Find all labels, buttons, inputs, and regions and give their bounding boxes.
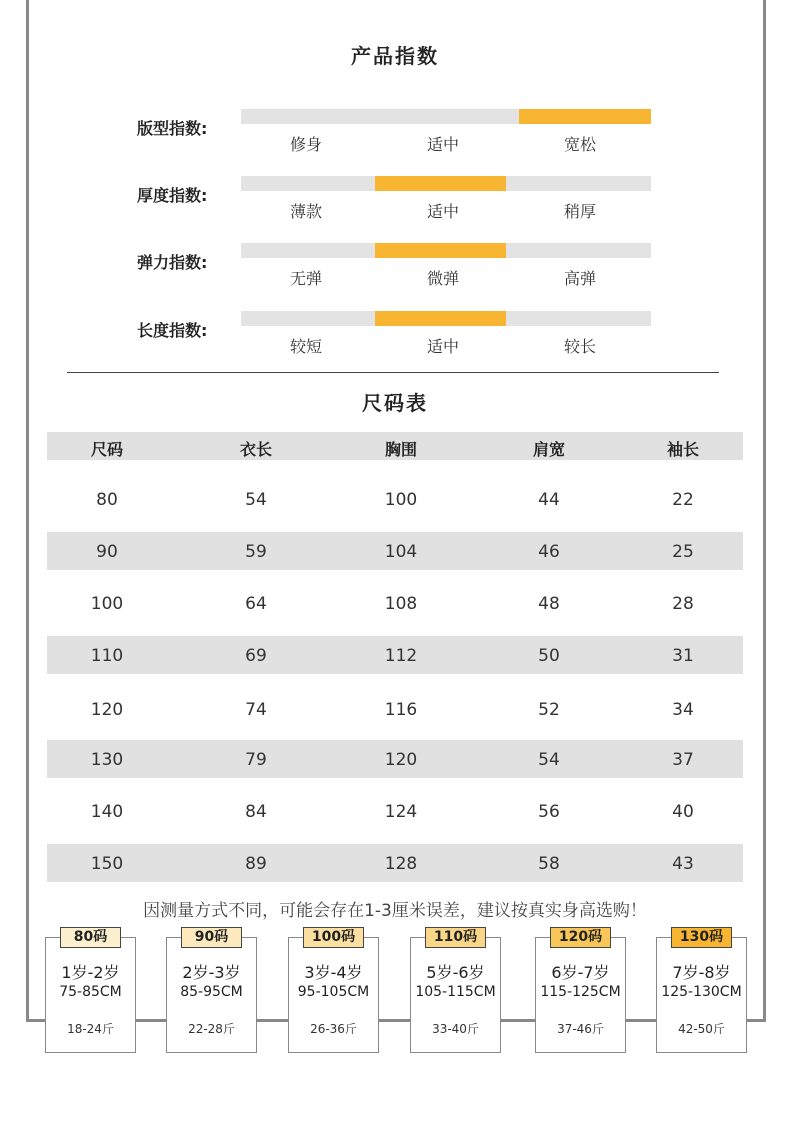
- table-header-cell: 袖长: [666, 440, 699, 459]
- table-row: [47, 844, 743, 882]
- frame-border-right: [763, 0, 766, 1022]
- age-range: 7岁-8岁: [672, 963, 731, 982]
- size-tag: 130码: [671, 927, 732, 948]
- index-option: 宽松: [563, 135, 596, 154]
- table-cell: 44: [538, 490, 560, 510]
- size-card: [535, 929, 626, 1053]
- index-option: 较短: [289, 337, 322, 356]
- size-card: [288, 929, 379, 1053]
- table-header-row: [47, 432, 743, 460]
- weight-range: 26-36斤: [310, 1022, 357, 1036]
- table-cell: 31: [672, 646, 694, 666]
- index-option: 高弹: [563, 269, 596, 288]
- table-header-cell: 肩宽: [532, 440, 565, 459]
- table-cell: 130: [90, 750, 124, 770]
- index-option: 无弹: [289, 269, 322, 288]
- table-cell: 28: [672, 594, 694, 614]
- index-track: [241, 311, 651, 326]
- table-cell: 140: [90, 802, 124, 822]
- height-range: 115-125CM: [540, 984, 621, 1000]
- size-tag: 110码: [425, 927, 486, 948]
- table-cell: 58: [538, 854, 560, 874]
- table-header-cell: 衣长: [239, 440, 272, 459]
- table-cell: 104: [384, 542, 418, 562]
- table-cell: 112: [384, 646, 418, 666]
- table-cell: 128: [384, 854, 418, 874]
- table-cell: 52: [538, 700, 560, 720]
- table-cell: 74: [245, 700, 267, 720]
- weight-range: 33-40斤: [432, 1022, 479, 1036]
- table-cell: 43: [672, 854, 694, 874]
- table-cell: 84: [245, 802, 267, 822]
- index-option: 较长: [563, 337, 596, 356]
- weight-range: 37-46斤: [557, 1022, 604, 1036]
- table-cell: 108: [384, 594, 418, 614]
- weight-range: 42-50斤: [678, 1022, 725, 1036]
- table-cell: 37: [672, 750, 694, 770]
- table-cell: 69: [245, 646, 267, 666]
- index-option: 适中: [426, 135, 459, 154]
- table-row: [47, 636, 743, 674]
- table-row: [47, 778, 743, 844]
- height-range: 75-85CM: [59, 984, 122, 1000]
- table-row: [47, 570, 743, 636]
- age-range: 3岁-4岁: [304, 963, 363, 982]
- index-level-indicator: [375, 243, 506, 258]
- size-card: [656, 929, 747, 1053]
- size-chart-title: 尺码表: [362, 391, 428, 415]
- index-track: [241, 176, 651, 191]
- index-option: 微弹: [426, 269, 459, 288]
- index-option: 适中: [426, 202, 459, 221]
- table-header-cell: 胸围: [384, 440, 417, 459]
- frame-border-bottom: [26, 1019, 766, 1022]
- table-cell: 54: [245, 490, 267, 510]
- table-cell: 48: [538, 594, 560, 614]
- table-cell: 54: [538, 750, 560, 770]
- index-option: 薄款: [289, 202, 322, 221]
- index-level-indicator: [375, 311, 506, 326]
- table-header-cell: 尺码: [90, 440, 123, 459]
- product-index-title: 产品指数: [351, 44, 439, 68]
- table-cell: 59: [245, 542, 267, 562]
- index-label: 弹力指数:: [137, 253, 208, 272]
- table-cell: 34: [672, 700, 694, 720]
- measurement-note: 因测量方式不同，可能会存在1-3厘米误差，建议按真实身高选购！: [143, 901, 647, 921]
- index-label: 厚度指数:: [137, 186, 208, 205]
- table-cell: 64: [245, 594, 267, 614]
- table-cell: 80: [96, 490, 118, 510]
- table-cell: 150: [90, 854, 124, 874]
- table-cell: 90: [96, 542, 118, 562]
- size-tag: 90码: [181, 927, 242, 948]
- weight-range: 22-28斤: [188, 1022, 235, 1036]
- height-range: 105-115CM: [415, 984, 496, 1000]
- index-label: 长度指数:: [137, 321, 208, 340]
- table-cell: 79: [245, 750, 267, 770]
- table-cell: 120: [384, 750, 418, 770]
- table-cell: 124: [384, 802, 418, 822]
- table-cell: 116: [384, 700, 418, 720]
- table-cell: 100: [90, 594, 124, 614]
- index-option: 修身: [289, 135, 322, 154]
- table-row: [47, 674, 743, 740]
- table-row: [47, 740, 743, 778]
- table-cell: 89: [245, 854, 267, 874]
- weight-range: 18-24斤: [67, 1022, 114, 1036]
- table-row: [47, 460, 743, 532]
- index-track: [241, 109, 651, 124]
- table-row: [47, 532, 743, 570]
- table-cell: 25: [672, 542, 694, 562]
- table-cell: 56: [538, 802, 560, 822]
- index-level-indicator: [519, 109, 651, 124]
- size-card: [45, 929, 136, 1053]
- section-divider: [67, 372, 719, 373]
- index-label: 版型指数:: [137, 119, 208, 138]
- size-card: [410, 929, 501, 1053]
- height-range: 125-130CM: [661, 984, 742, 1000]
- table-cell: 50: [538, 646, 560, 666]
- size-table: [47, 432, 743, 882]
- height-range: 95-105CM: [297, 984, 370, 1000]
- age-range: 2岁-3岁: [182, 963, 241, 982]
- index-track: [241, 243, 651, 258]
- frame-border-left: [26, 0, 29, 1022]
- table-cell: 22: [672, 490, 694, 510]
- table-cell: 120: [90, 700, 124, 720]
- size-card: [166, 929, 257, 1053]
- age-range: 6岁-7岁: [551, 963, 610, 982]
- table-cell: 100: [384, 490, 418, 510]
- table-cell: 46: [538, 542, 560, 562]
- size-tag: 100码: [303, 927, 364, 948]
- index-level-indicator: [375, 176, 506, 191]
- size-tag: 80码: [60, 927, 121, 948]
- age-range: 1岁-2岁: [61, 963, 120, 982]
- table-cell: 110: [90, 646, 124, 666]
- index-option: 稍厚: [563, 202, 596, 221]
- index-option: 适中: [426, 337, 459, 356]
- table-cell: 40: [672, 802, 694, 822]
- size-tag: 120码: [550, 927, 611, 948]
- height-range: 85-95CM: [180, 984, 243, 1000]
- age-range: 5岁-6岁: [426, 963, 485, 982]
